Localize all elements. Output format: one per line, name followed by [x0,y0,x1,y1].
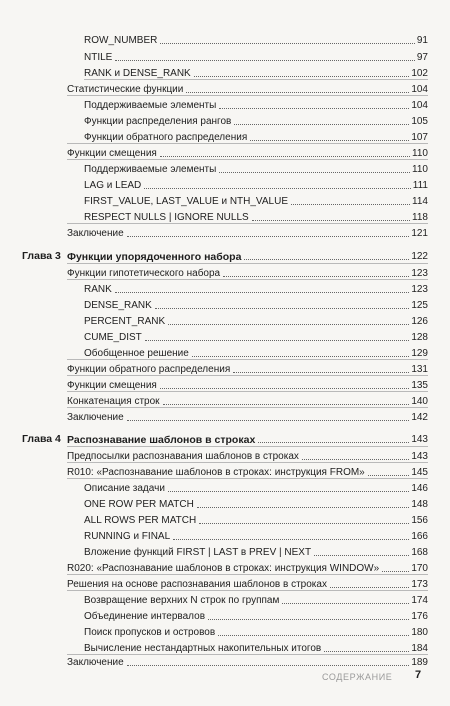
toc-page-number: 135 [411,380,428,391]
separator-line [67,590,428,591]
toc-page-number: 145 [411,467,428,478]
dot-leader [291,204,410,205]
separator-line [67,95,428,96]
toc-line[interactable] [84,178,428,192]
separator-line [67,263,428,264]
toc-entry-title: CUME_DIST [84,332,142,343]
toc-page-number: 168 [411,547,428,558]
chapter-title-line[interactable] [67,249,428,263]
toc-page-number: 129 [411,348,428,359]
dot-leader [160,388,409,389]
toc-line[interactable] [84,641,428,655]
toc-line[interactable] [67,655,428,669]
dot-leader [127,420,410,421]
toc-line[interactable] [67,378,428,392]
toc-entry-title: Предпосылки распознавания шаблонов в строках [67,451,299,462]
toc-page-number: 174 [411,595,428,606]
toc-page-number: 123 [411,268,428,279]
dot-leader [173,539,409,540]
toc-line[interactable] [67,394,428,408]
toc-line[interactable] [84,609,428,623]
toc-line[interactable] [67,561,428,575]
dot-leader [250,140,409,141]
toc-page-number: 131 [411,364,428,375]
dot-leader [192,356,410,357]
toc-line[interactable] [84,513,428,527]
dot-leader [168,491,409,492]
toc-line[interactable] [84,625,428,639]
toc-entry-title: Заключение [67,228,124,239]
separator-line [67,143,428,144]
toc-page-number: 122 [411,251,428,262]
dot-leader [160,43,415,44]
dot-leader [252,220,410,221]
toc-entry-title: Решения на основе распознавания шаблонов в строках [67,579,327,590]
toc-entry-title: Заключение [67,412,124,423]
toc-entry-title: RESPECT NULLS | IGNORE NULLS [84,212,249,223]
dot-leader [194,76,410,77]
toc-page-number: 148 [411,499,428,510]
separator-line [67,391,428,392]
dot-leader [199,523,409,524]
toc-entry-title: Функции смещения [67,148,157,159]
separator-line [67,407,428,408]
toc-line[interactable] [84,66,428,80]
separator-line [67,375,428,376]
toc-line[interactable] [67,266,428,280]
toc-line[interactable] [67,577,428,591]
toc-entry-title: Возвращение верхних N строк по группам [84,595,280,606]
dot-leader [302,459,409,460]
toc-line[interactable] [84,282,428,296]
toc-entry-title: R010: «Распознавание шаблонов в строках: инструкция FROM» [67,467,365,478]
page-number: 7 [415,669,422,681]
toc-entry-title: Поддерживаемые элементы [84,164,217,175]
dot-leader [208,619,409,620]
dot-leader [197,507,409,508]
toc-line[interactable] [84,98,428,112]
toc-page-number: 104 [411,100,428,111]
toc-entry-title: Функции обратного распределения [84,132,248,143]
toc-page-number: 105 [411,116,428,127]
toc-page-number: 110 [412,164,428,175]
separator-line [67,446,428,447]
dot-leader [155,308,410,309]
toc-entry-title: Функции распределения рангов [84,116,232,127]
toc-entry-title: DENSE_RANK [84,300,152,311]
toc-line[interactable] [67,362,428,376]
toc-line[interactable] [84,593,428,607]
toc-line[interactable] [67,465,428,479]
toc-line[interactable] [67,410,428,424]
toc-page-number: 142 [411,412,428,423]
toc-entry-title: Обобщенное решение [84,348,189,359]
toc-entry-title: RANK [84,284,112,295]
dot-leader [115,60,415,61]
dot-leader [218,635,409,636]
toc-page-number: 140 [411,396,428,407]
toc-line[interactable] [84,346,428,360]
toc-entry-title: RUNNING и FINAL [84,531,171,542]
toc-entry-title: Описание задачи [84,483,165,494]
dot-leader [282,603,409,604]
dot-leader [324,651,409,652]
chapter-label: Глава 4 [22,433,61,445]
toc-page-number: 97 [416,52,428,63]
toc-line[interactable] [67,226,428,240]
toc-page-number: 107 [411,132,428,143]
dot-leader [233,372,409,373]
toc-page-number: 146 [411,483,428,494]
toc-page-number: 125 [411,300,428,311]
toc-line[interactable] [84,130,428,144]
toc-page-number: 102 [411,68,428,79]
toc-page-number: 91 [416,35,428,46]
toc-entry-title: Вычисление нестандартных накопительных итогов [84,643,322,654]
toc-line[interactable] [84,210,428,224]
dot-leader [168,324,409,325]
dot-leader [219,108,409,109]
running-footer: СОДЕРЖАНИЕ [322,672,393,682]
chapter-title: Функции упорядоченного набора [67,251,242,263]
toc-entry-title: Функции гипотетического набора [67,268,221,279]
toc-page-number: 166 [411,531,428,542]
toc-line[interactable] [84,481,428,495]
toc-line[interactable] [84,298,428,312]
toc-line[interactable] [67,82,428,96]
toc-page-number: 121 [411,228,428,239]
toc-page-number: 170 [411,563,428,574]
toc-page-number: 126 [411,316,428,327]
separator-line [67,223,428,224]
toc-line[interactable] [84,314,428,328]
separator-line [67,478,428,479]
toc-entry-title: Объединение интервалов [84,611,206,622]
toc-entry-title: Заключение [67,657,124,668]
dot-leader [258,442,409,443]
toc-line[interactable] [84,497,428,511]
separator-line [67,359,428,360]
toc-entry-title: ALL ROWS PER MATCH [84,515,197,526]
toc-line[interactable] [84,529,428,543]
dot-leader [145,340,410,341]
toc-line[interactable] [67,146,428,160]
toc-page-number: 114 [412,196,428,207]
dot-leader [127,665,410,666]
dot-leader [330,587,409,588]
toc-line[interactable] [84,194,428,208]
toc-line[interactable] [84,50,428,64]
dot-leader [368,475,410,476]
toc-line[interactable] [84,162,428,176]
toc-page-number: 123 [411,284,428,295]
toc-entry-title: Функции смещения [67,380,157,391]
toc-line[interactable] [84,330,428,344]
toc-entry-title: NTILE [84,52,113,63]
toc-entry-title: R020: «Распознавание шаблонов в строках: инструкция WINDOW» [67,563,380,574]
chapter-label: Глава 3 [22,250,61,262]
dot-leader [186,92,409,93]
toc-page-number: 128 [411,332,428,343]
toc-entry-title: ROW_NUMBER [84,35,158,46]
toc-entry-title: Вложение функций FIRST | LAST в PREV | NEXT [84,547,312,558]
separator-line [67,574,428,575]
dot-leader [314,555,409,556]
toc-entry-title: Поддерживаемые элементы [84,100,217,111]
toc-entry-title: ONE ROW PER MATCH [84,499,194,510]
toc-entry-title: Поиск пропусков и островов [84,627,216,638]
dot-leader [244,259,409,260]
toc-entry-title: FIRST_VALUE, LAST_VALUE и NTH_VALUE [84,196,288,207]
dot-leader [234,124,409,125]
toc-page-number: 118 [412,212,428,223]
toc-page-number: 143 [411,451,428,462]
dot-leader [160,156,410,157]
dot-leader [163,404,410,405]
toc-entry-title: RANK и DENSE_RANK [84,68,191,79]
dot-leader [115,292,410,293]
chapter-title: Распознавание шаблонов в строках [67,434,256,446]
separator-line [67,279,428,280]
separator-line [84,79,428,80]
toc-page-number: 189 [411,657,428,668]
toc-line[interactable] [84,33,428,47]
toc-line[interactable] [67,449,428,463]
toc-page-number: 104 [411,84,428,95]
dot-leader [223,276,409,277]
toc-page-number: 143 [411,434,428,445]
dot-leader [144,188,411,189]
toc-entry-title: LAG и LEAD [84,180,142,191]
toc-page-number: 156 [411,515,428,526]
toc-line[interactable] [84,545,428,559]
dot-leader [382,571,409,572]
separator-line [67,462,428,463]
toc-page-number: 176 [411,611,428,622]
toc-page-number: 110 [412,148,428,159]
dot-leader [219,172,410,173]
chapter-title-line[interactable] [67,432,428,446]
toc-entry-title: Статистические функции [67,84,184,95]
toc-line[interactable] [84,114,428,128]
separator-line [67,159,428,160]
toc-entry-title: PERCENT_RANK [84,316,166,327]
toc-entry-title: Конкатенация строк [67,396,160,407]
toc-page-number: 180 [411,627,428,638]
toc-page-number: 111 [412,180,428,191]
toc-entry-title: Функции обратного распределения [67,364,231,375]
toc-page-number: 184 [411,643,428,654]
toc-page-number: 173 [411,579,428,590]
dot-leader [127,236,410,237]
